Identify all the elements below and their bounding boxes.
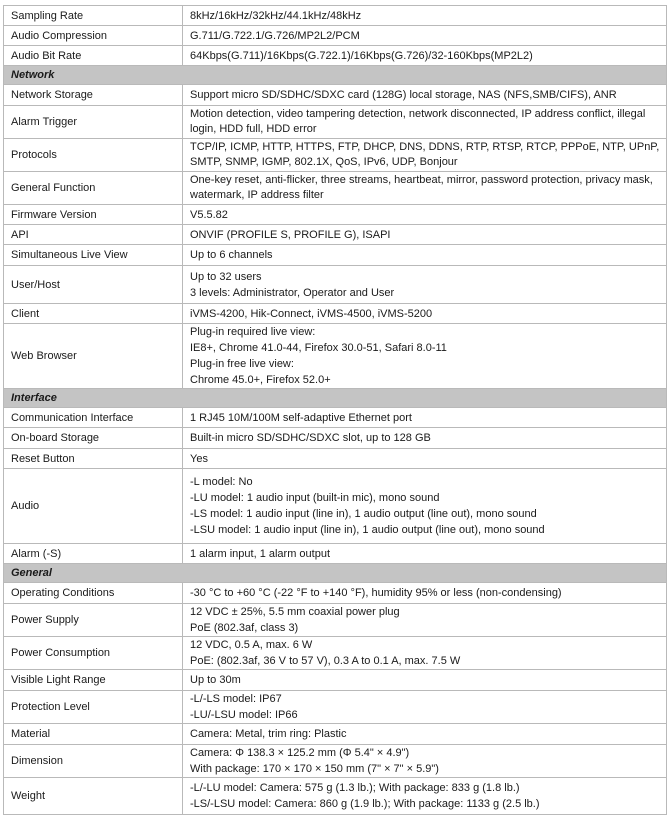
- spec-value: [183, 544, 667, 564]
- spec-value: [183, 604, 667, 637]
- spec-label: Weight: [4, 778, 183, 815]
- spec-value: [183, 428, 667, 449]
- spec-value-line: 64Kbps(G.711)/16Kbps(G.722.1)/16Kbps(G.726)/32-160Kbps(MP2L2): [190, 49, 533, 62]
- spec-value-line: Up to 30m: [190, 674, 241, 686]
- spec-value: [183, 26, 667, 46]
- section-title: General: [4, 564, 667, 583]
- spec-value-line: 12 VDC ± 25%, 5.5 mm coaxial power plug: [190, 606, 400, 618]
- spec-label: Reset Button: [4, 449, 183, 469]
- spec-value: [183, 408, 667, 428]
- spec-value: [183, 670, 667, 691]
- spec-label: API: [4, 225, 183, 245]
- spec-row: [4, 604, 667, 637]
- spec-value: [183, 172, 667, 205]
- spec-row: [4, 724, 667, 745]
- section-title: Interface: [4, 389, 667, 408]
- spec-row: [4, 6, 667, 26]
- spec-value-line: 1 RJ45 10M/100M self-adaptive Ethernet port: [190, 411, 412, 424]
- spec-value: [183, 46, 667, 66]
- spec-value: [183, 469, 667, 544]
- spec-value-line: Yes: [190, 452, 208, 465]
- spec-row: [4, 85, 667, 106]
- spec-value: [183, 583, 667, 604]
- specification-table: [3, 5, 667, 815]
- spec-value-line: -LS/-LSU model: Camera: 860 g (1.9 lb.); With package: 1133 g (2.5 lb.): [190, 798, 540, 810]
- spec-value: [183, 724, 667, 745]
- spec-value: [183, 691, 667, 724]
- spec-label: Network Storage: [4, 85, 183, 106]
- spec-value: [183, 6, 667, 26]
- spec-value: [183, 225, 667, 245]
- spec-value-line: 3 levels: Administrator, Operator and User: [190, 286, 395, 299]
- spec-row: [4, 225, 667, 245]
- spec-label: On-board Storage: [4, 428, 183, 449]
- spec-label: Audio Compression: [4, 26, 183, 46]
- spec-label: General Function: [4, 172, 183, 205]
- spec-label: Communication Interface: [4, 408, 183, 428]
- spec-row: [4, 449, 667, 469]
- spec-label: Protocols: [4, 139, 183, 172]
- spec-value-line: iVMS-4200, Hik-Connect, iVMS-4500, iVMS-5200: [190, 307, 433, 320]
- spec-value-line: -L/-LS model: IP67: [190, 693, 282, 705]
- spec-value-line: One-key reset, anti-flicker, three streams, heartbeat, mirror, password protection, privacy mask, watermark, IP address filter: [190, 174, 653, 201]
- spec-value-line: -30 °C to +60 °C (-22 °F to +140 °F), humidity 95% or less (non-condensing): [190, 587, 562, 599]
- spec-value-line: 12 VDC, 0.5 A, max. 6 W: [190, 639, 313, 651]
- spec-row: [4, 139, 667, 172]
- spec-row: [4, 670, 667, 691]
- spec-label: Alarm (-S): [4, 544, 183, 564]
- spec-row: [4, 408, 667, 428]
- section-title: Network: [4, 66, 667, 85]
- spec-value-line: -LSU model: 1 audio input (line in), 1 audio output (line out), mono sound: [190, 524, 545, 536]
- spec-value-line: Chrome 45.0+, Firefox 52.0+: [190, 374, 331, 386]
- spec-value: [183, 304, 667, 324]
- spec-value-line: PoE: (802.3af, 36 V to 57 V), 0.3 A to 0.1 A, max. 7.5 W: [190, 655, 461, 667]
- spec-label: Audio: [4, 469, 183, 544]
- spec-row: [4, 544, 667, 564]
- spec-value-line: ONVIF (PROFILE S, PROFILE G), ISAPI: [190, 228, 391, 241]
- spec-value-line: Support micro SD/SDHC/SDXC card (128G) local storage, NAS (NFS,SMB/CIFS), ANR: [190, 89, 617, 101]
- spec-value: [183, 778, 667, 815]
- spec-label: Client: [4, 304, 183, 324]
- spec-value-line: V5.5.82: [190, 208, 228, 221]
- spec-value-line: Plug-in free live view:: [190, 358, 294, 370]
- spec-row: [4, 778, 667, 815]
- spec-row: [4, 172, 667, 205]
- spec-value: [183, 324, 667, 389]
- spec-row: [4, 266, 667, 304]
- spec-value-line: G.711/G.722.1/G.726/MP2L2/PCM: [190, 29, 360, 42]
- spec-row: [4, 304, 667, 324]
- spec-label: Alarm Trigger: [4, 106, 183, 139]
- spec-value-line: Plug-in required live view:: [190, 326, 316, 338]
- spec-value: [183, 106, 667, 139]
- spec-row: [4, 324, 667, 389]
- spec-label: User/Host: [4, 266, 183, 304]
- spec-value-line: IE8+, Chrome 41.0-44, Firefox 30.0-51, Safari 8.0-11: [190, 342, 447, 354]
- spec-label: Sampling Rate: [4, 6, 183, 26]
- spec-row: [4, 245, 667, 266]
- spec-label: Material: [4, 724, 183, 745]
- spec-value-line: -L model: No: [190, 476, 253, 488]
- section-header: [4, 66, 667, 85]
- spec-label: Operating Conditions: [4, 583, 183, 604]
- spec-value-line: -L/-LU model: Camera: 575 g (1.3 lb.); With package: 833 g (1.8 lb.): [190, 782, 520, 794]
- spec-value: [183, 449, 667, 469]
- spec-table-body: [4, 6, 667, 815]
- spec-row: [4, 469, 667, 544]
- spec-value-line: TCP/IP, ICMP, HTTP, HTTPS, FTP, DHCP, DNS, DDNS, RTP, RTSP, RTCP, PPPoE, NTP, UPnP, SMTP, SNMP, IGMP, 802.1X, QoS, IPv6, UDP, Bonjour: [190, 141, 660, 168]
- spec-value: [183, 245, 667, 266]
- spec-value: [183, 205, 667, 225]
- spec-value-line: 1 alarm input, 1 alarm output: [190, 547, 331, 560]
- spec-value-line: With package: 170 × 170 × 150 mm (7" × 7" × 5.9"): [190, 763, 439, 775]
- spec-label: Audio Bit Rate: [4, 46, 183, 66]
- spec-value-line: Motion detection, video tampering detection, network disconnected, IP address conflict, illegal login, HDD full, HDD error: [190, 108, 646, 135]
- spec-table-container: [3, 5, 666, 815]
- spec-value-line: Up to 32 users: [190, 270, 262, 283]
- spec-value-line: Camera: Metal, trim ring: Plastic: [190, 728, 347, 740]
- spec-label: Power Supply: [4, 604, 183, 637]
- spec-label: Firmware Version: [4, 205, 183, 225]
- section-header: [4, 389, 667, 408]
- spec-row: [4, 691, 667, 724]
- spec-value-line: Camera: Φ 138.3 × 125.2 mm (Φ 5.4" × 4.9"): [190, 747, 410, 759]
- spec-row: [4, 205, 667, 225]
- spec-value-line: -LU/-LSU model: IP66: [190, 709, 298, 721]
- spec-value: [183, 266, 667, 304]
- spec-label: Simultaneous Live View: [4, 245, 183, 266]
- spec-row: [4, 26, 667, 46]
- spec-label: Visible Light Range: [4, 670, 183, 691]
- spec-label: Dimension: [4, 745, 183, 778]
- spec-value-line: -LU model: 1 audio input (built-in mic), mono sound: [190, 492, 440, 504]
- spec-value: [183, 745, 667, 778]
- section-header: [4, 564, 667, 583]
- spec-value-line: Up to 6 channels: [190, 249, 273, 261]
- spec-row: [4, 583, 667, 604]
- spec-row: [4, 46, 667, 66]
- spec-value-line: PoE (802.3af, class 3): [190, 622, 299, 634]
- spec-label: Protection Level: [4, 691, 183, 724]
- spec-row: [4, 106, 667, 139]
- spec-row: [4, 428, 667, 449]
- spec-value: [183, 85, 667, 106]
- spec-row: [4, 637, 667, 670]
- spec-row: [4, 745, 667, 778]
- spec-value-line: -LS model: 1 audio input (line in), 1 audio output (line out), mono sound: [190, 508, 537, 520]
- spec-value: [183, 637, 667, 670]
- spec-value-line: 8kHz/16kHz/32kHz/44.1kHz/48kHz: [190, 9, 362, 22]
- spec-label: Web Browser: [4, 324, 183, 389]
- spec-label: Power Consumption: [4, 637, 183, 670]
- spec-value-line: Built-in micro SD/SDHC/SDXC slot, up to 128 GB: [190, 432, 431, 444]
- spec-value: [183, 139, 667, 172]
